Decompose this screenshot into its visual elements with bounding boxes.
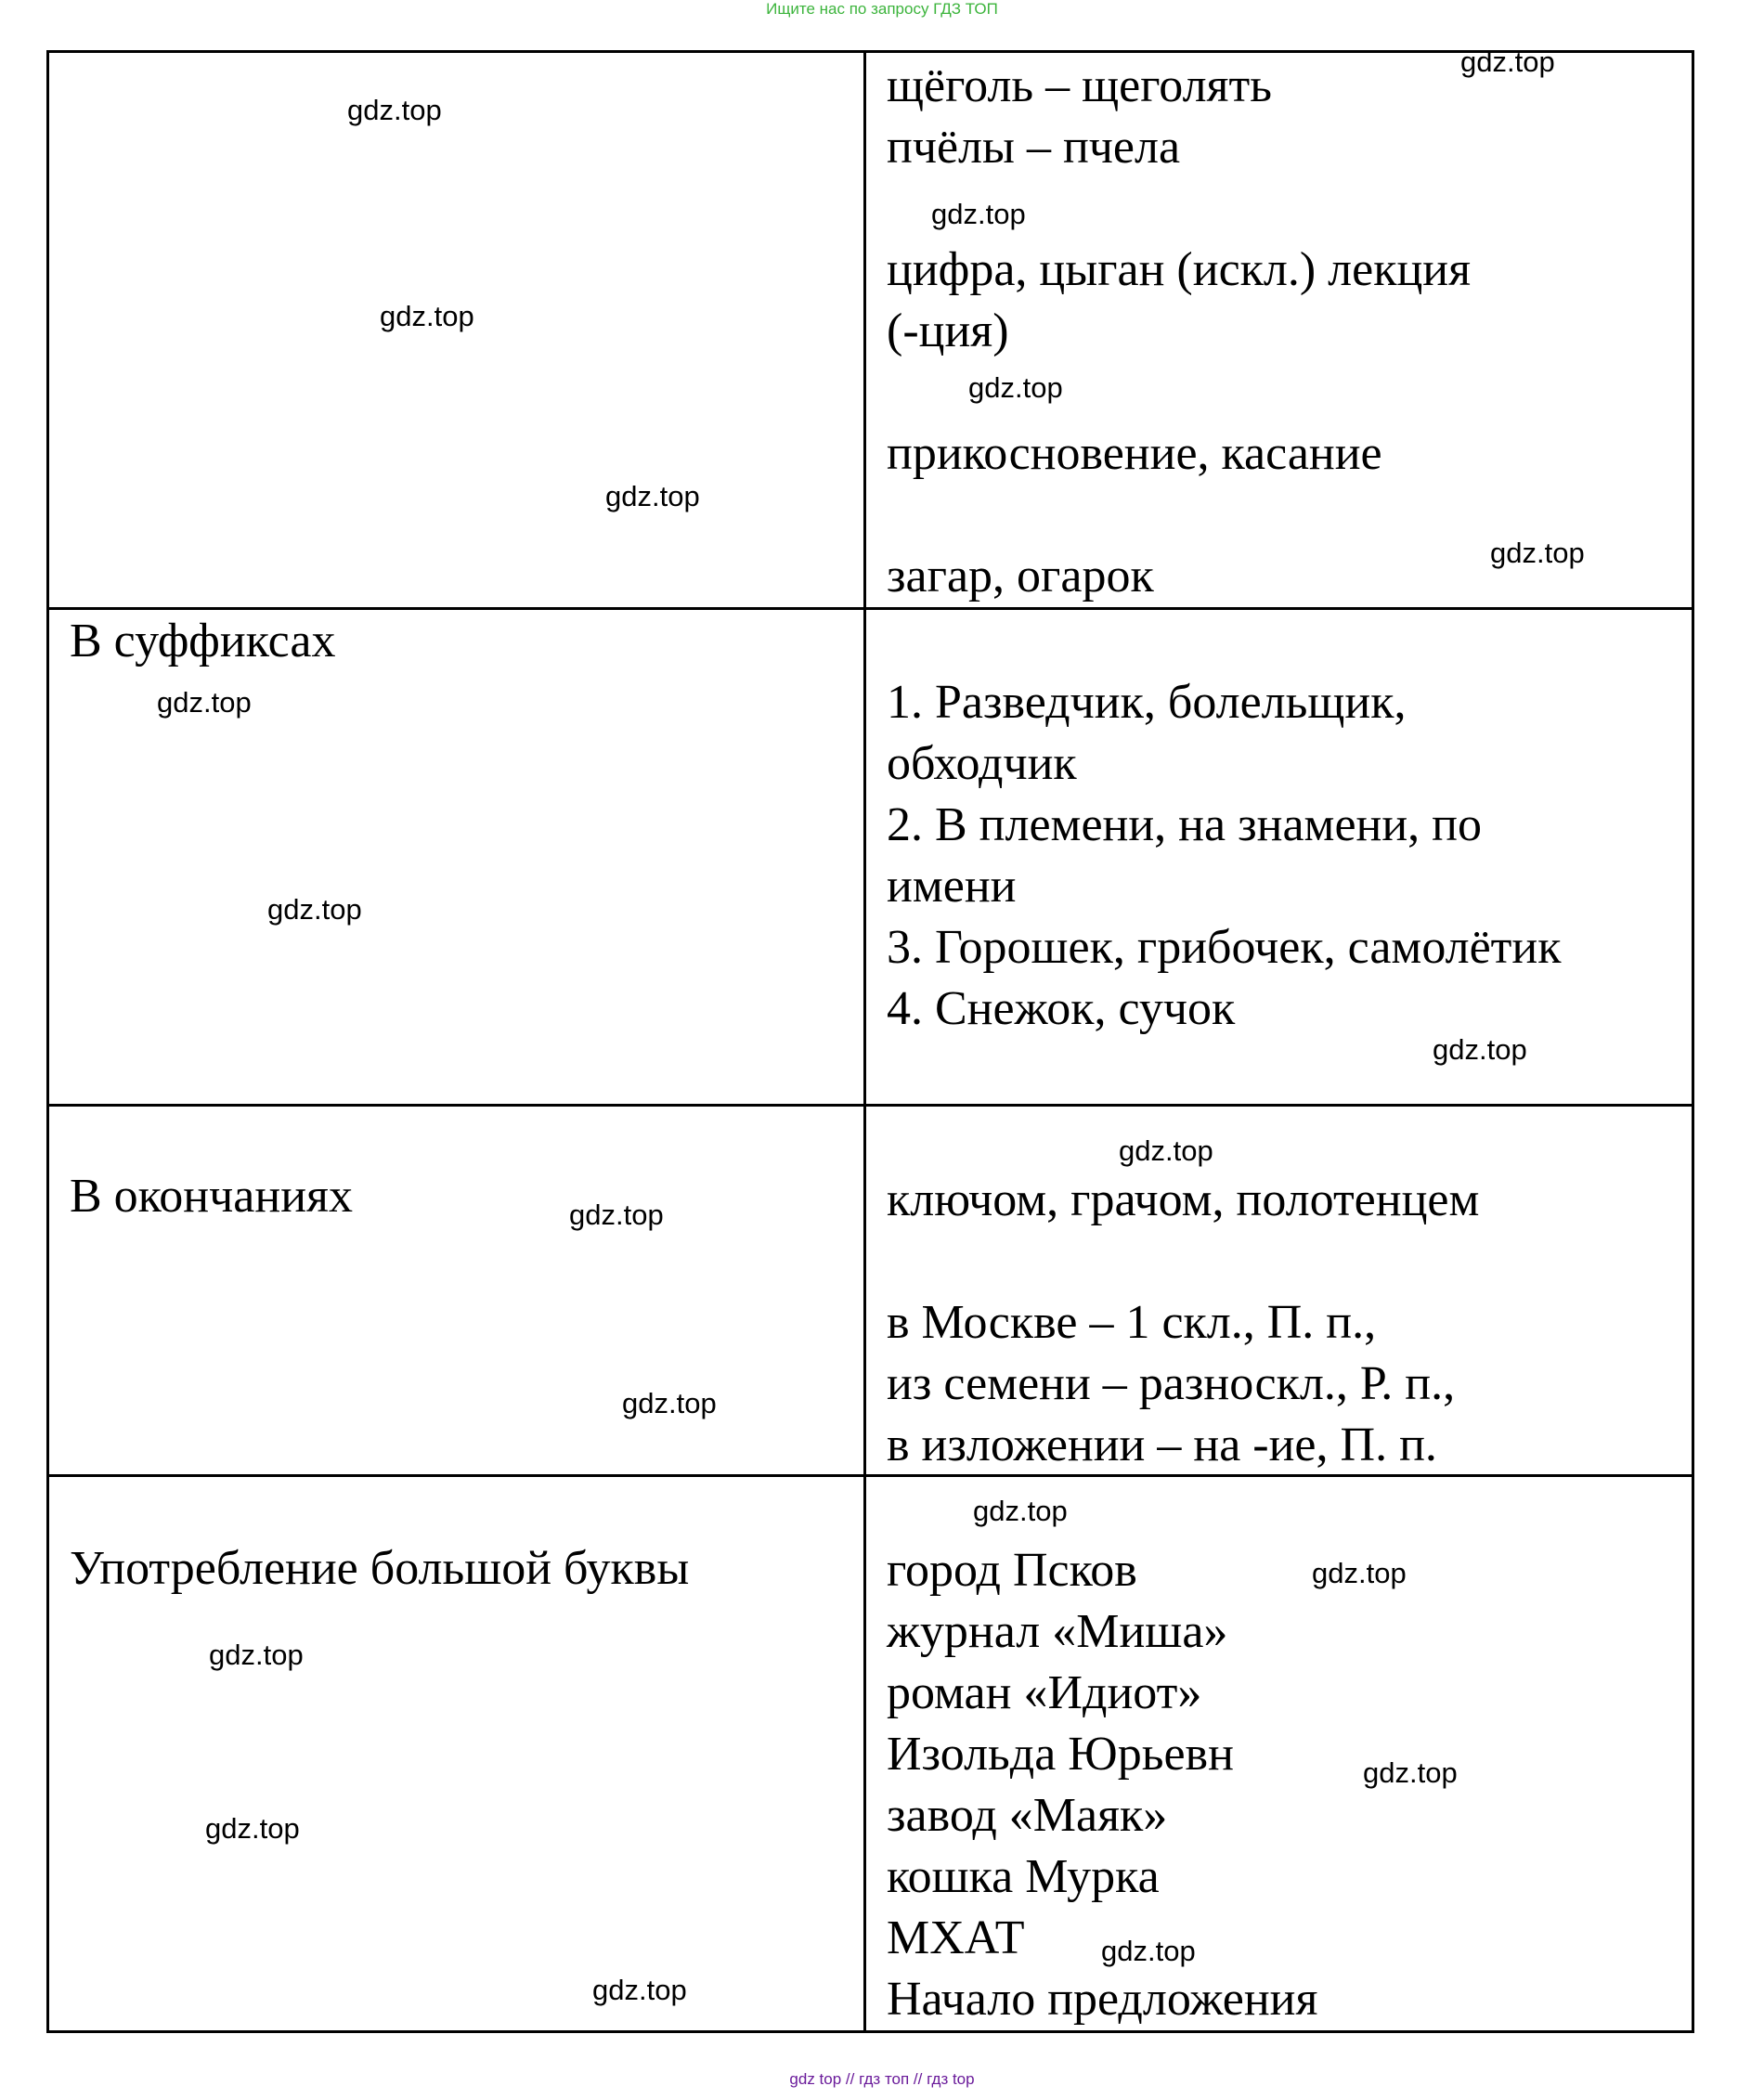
watermark: gdz.top bbox=[209, 1639, 304, 1671]
search-banner: Ищите нас по запросу ГДЗ ТОП bbox=[766, 0, 998, 18]
watermark: gdz.top bbox=[1119, 1134, 1213, 1167]
watermark: gdz.top bbox=[157, 686, 252, 719]
watermark: gdz.top bbox=[1312, 1557, 1407, 1589]
example-line: кошка Мурка bbox=[887, 1850, 1160, 1903]
watermark: gdz.top bbox=[931, 198, 1026, 230]
watermark: gdz.top bbox=[347, 94, 442, 126]
watermark: gdz.top bbox=[973, 1495, 1068, 1527]
example-line: из семени – разноскл., Р. п., bbox=[887, 1357, 1456, 1410]
row-3-examples-cell bbox=[865, 1106, 1693, 1476]
row-label: Употребление большой буквы bbox=[70, 1542, 690, 1595]
example-line: прикосновение, касание bbox=[887, 427, 1382, 480]
watermark: gdz.top bbox=[205, 1812, 300, 1845]
example-line: (-ция) bbox=[887, 304, 1009, 357]
example-line: загар, огарок bbox=[887, 550, 1154, 602]
row-label: В суффиксах bbox=[70, 615, 336, 667]
row-label: В окончаниях bbox=[70, 1170, 353, 1223]
table-row bbox=[48, 52, 1693, 609]
example-line: щёголь – щеголять bbox=[887, 59, 1272, 112]
footer-links: gdz top // гдз топ // гдз top bbox=[789, 2070, 975, 2088]
examples-list bbox=[887, 1170, 1682, 1476]
watermark: gdz.top bbox=[1460, 45, 1555, 78]
examples-list bbox=[887, 611, 1682, 1040]
table-row bbox=[48, 1476, 1693, 2032]
row-2-examples-cell bbox=[865, 609, 1693, 1106]
example-line: обходчик bbox=[887, 737, 1077, 790]
watermark: gdz.top bbox=[968, 371, 1063, 404]
example-line bbox=[887, 611, 1682, 672]
table-row bbox=[48, 609, 1693, 1106]
row-3-label-cell bbox=[48, 1106, 865, 1476]
example-line bbox=[887, 1231, 1682, 1292]
example-line: 1. Разведчик, болельщик, bbox=[887, 676, 1407, 729]
watermark: gdz.top bbox=[267, 893, 362, 926]
example-line: 2. В племени, на знамени, по bbox=[887, 798, 1483, 851]
example-line: журнал «Миша» bbox=[887, 1605, 1228, 1658]
examples-list bbox=[887, 1540, 1682, 2030]
example-line: имени bbox=[887, 860, 1017, 913]
example-line: завод «Маяк» bbox=[887, 1789, 1168, 1842]
table-row bbox=[48, 1106, 1693, 1476]
watermark: gdz.top bbox=[569, 1199, 664, 1231]
watermark: gdz.top bbox=[1490, 537, 1585, 569]
example-line: роман «Идиот» bbox=[887, 1666, 1202, 1719]
watermark: gdz.top bbox=[605, 480, 700, 512]
watermark: gdz.top bbox=[622, 1387, 717, 1419]
watermark: gdz.top bbox=[592, 1974, 687, 2006]
row-4-label-cell bbox=[48, 1476, 865, 2032]
row-4-examples-cell bbox=[865, 1476, 1693, 2032]
examples-list bbox=[887, 56, 1682, 607]
example-line: пчёлы – пчела bbox=[887, 121, 1181, 174]
row-1-label-cell bbox=[48, 52, 865, 609]
example-line: город Псков bbox=[887, 1544, 1137, 1597]
rules-table bbox=[46, 45, 1694, 2033]
example-line: Начало предложения bbox=[887, 1973, 1318, 2026]
row-2-label-cell bbox=[48, 609, 865, 1106]
example-line: 3. Горошек, грибочек, самолётик bbox=[887, 921, 1562, 974]
watermark: gdz.top bbox=[1433, 1033, 1527, 1066]
watermark: gdz.top bbox=[380, 300, 474, 332]
example-line: 4. Снежок, сучок bbox=[887, 982, 1236, 1035]
example-line: в Москве – 1 скл., П. п., bbox=[887, 1296, 1377, 1349]
row-1-examples-cell bbox=[865, 45, 1693, 609]
example-line: ключом, грачом, полотенцем bbox=[887, 1173, 1480, 1226]
watermark: gdz.top bbox=[1101, 1935, 1196, 1967]
example-line: в изложении – на -ие, П. п. bbox=[887, 1419, 1437, 1471]
example-line: цифра, цыган (искл.) лекция bbox=[887, 243, 1472, 296]
example-line: Изольда Юрьевн bbox=[887, 1728, 1234, 1781]
example-line: МХАТ bbox=[887, 1911, 1025, 1964]
watermark: gdz.top bbox=[1363, 1756, 1458, 1789]
